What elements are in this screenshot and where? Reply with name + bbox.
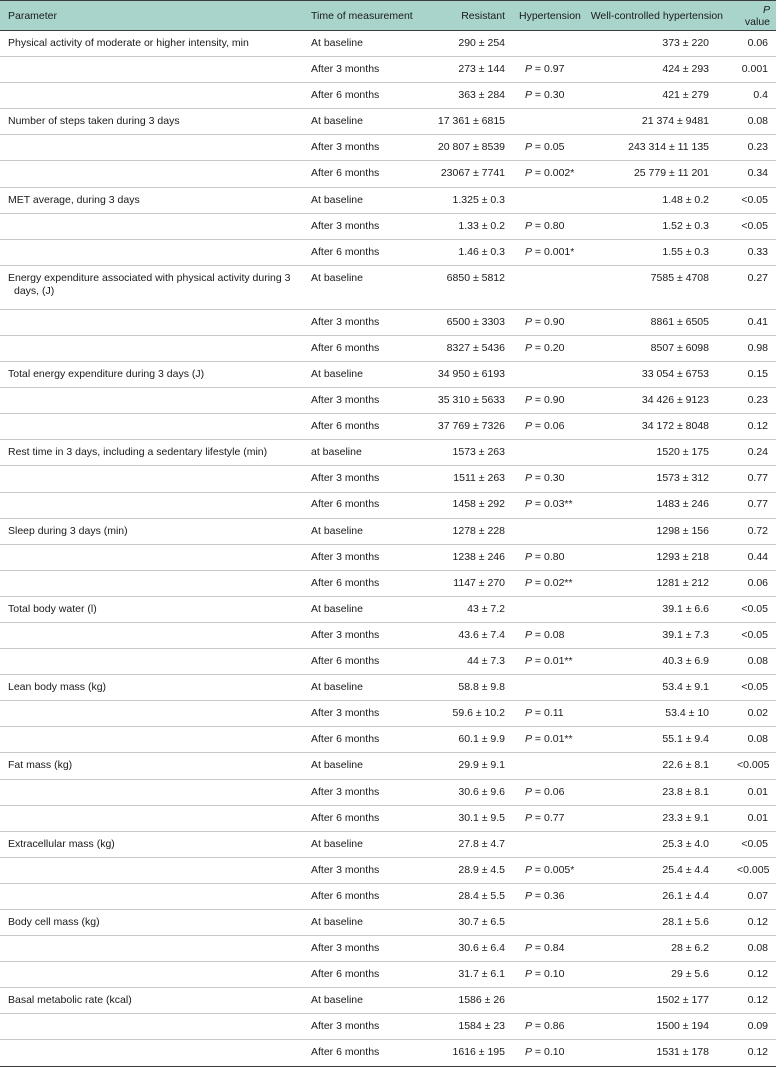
parameter-cell: Sleep during 3 days (min) <box>0 518 303 544</box>
table-row <box>0 649 776 675</box>
table-row <box>0 544 776 570</box>
well-controlled-cell: 1502 ± 177 <box>579 988 729 1014</box>
hypertension-cell <box>511 362 579 388</box>
pvalue-cell: 0.12 <box>729 962 776 988</box>
hypertension-cell <box>511 109 579 135</box>
resistant-cell: 6500 ± 3303 <box>423 309 511 335</box>
time-cell: After 3 months <box>303 57 423 83</box>
table-row <box>0 213 776 239</box>
table-row <box>0 962 776 988</box>
pvalue-cell: 0.01 <box>729 779 776 805</box>
pvalue-cell: <0.05 <box>729 213 776 239</box>
parameter-cell <box>0 544 303 570</box>
table-row <box>0 388 776 414</box>
table-row <box>0 309 776 335</box>
pvalue-cell: 0.09 <box>729 1014 776 1040</box>
well-controlled-cell: 1531 ± 178 <box>579 1040 729 1066</box>
resistant-cell: 34 950 ± 6193 <box>423 362 511 388</box>
table-row <box>0 161 776 187</box>
well-controlled-cell: 1281 ± 212 <box>579 570 729 596</box>
time-cell: At baseline <box>303 596 423 622</box>
time-cell: After 6 months <box>303 962 423 988</box>
time-cell: At baseline <box>303 362 423 388</box>
table-row <box>0 440 776 466</box>
time-cell: After 6 months <box>303 805 423 831</box>
resistant-cell: 44 ± 7.3 <box>423 649 511 675</box>
hypertension-cell: P = 0.005* <box>511 857 579 883</box>
table-row <box>0 988 776 1014</box>
pvalue-cell: 0.23 <box>729 388 776 414</box>
pvalue-cell: 0.77 <box>729 466 776 492</box>
resistant-cell: 30.6 ± 9.6 <box>423 779 511 805</box>
hypertension-cell <box>511 265 579 309</box>
resistant-cell: 1278 ± 228 <box>423 518 511 544</box>
parameter-cell: Fat mass (kg) <box>0 753 303 779</box>
pvalue-cell: 0.23 <box>729 135 776 161</box>
resistant-cell: 8327 ± 5436 <box>423 335 511 361</box>
parameter-cell <box>0 1014 303 1040</box>
well-controlled-cell: 1573 ± 312 <box>579 466 729 492</box>
time-cell: After 3 months <box>303 622 423 648</box>
well-controlled-cell: 7585 ± 4708 <box>579 265 729 309</box>
hypertension-cell: P = 0.80 <box>511 213 579 239</box>
well-controlled-cell: 55.1 ± 9.4 <box>579 727 729 753</box>
time-cell: at baseline <box>303 440 423 466</box>
parameter-cell <box>0 239 303 265</box>
well-controlled-cell: 1.52 ± 0.3 <box>579 213 729 239</box>
time-cell: After 6 months <box>303 83 423 109</box>
parameter-cell <box>0 622 303 648</box>
time-cell: After 3 months <box>303 779 423 805</box>
header-row <box>0 1 776 31</box>
well-controlled-cell: 53.4 ± 10 <box>579 701 729 727</box>
header-pvalue-rest: value <box>744 15 770 28</box>
resistant-cell: 290 ± 254 <box>423 31 511 57</box>
table-row <box>0 779 776 805</box>
hypertension-cell: P = 0.97 <box>511 57 579 83</box>
well-controlled-cell: 373 ± 220 <box>579 31 729 57</box>
hypertension-cell: P = 0.06 <box>511 779 579 805</box>
table-row <box>0 239 776 265</box>
table-row <box>0 31 776 57</box>
hypertension-cell: P = 0.90 <box>511 388 579 414</box>
time-cell: After 6 months <box>303 727 423 753</box>
well-controlled-cell: 34 172 ± 8048 <box>579 414 729 440</box>
resistant-cell: 58.8 ± 9.8 <box>423 675 511 701</box>
parameter-cell <box>0 649 303 675</box>
time-cell: After 6 months <box>303 161 423 187</box>
parameter-cell <box>0 779 303 805</box>
well-controlled-cell: 1293 ± 218 <box>579 544 729 570</box>
parameter-cell <box>0 335 303 361</box>
table-row <box>0 753 776 779</box>
header-pvalue <box>729 1 776 31</box>
well-controlled-cell: 8507 ± 6098 <box>579 335 729 361</box>
table-row <box>0 492 776 518</box>
pvalue-cell: 0.27 <box>729 265 776 309</box>
resistant-cell: 31.7 ± 6.1 <box>423 962 511 988</box>
pvalue-cell: 0.12 <box>729 910 776 936</box>
hypertension-cell <box>511 440 579 466</box>
hypertension-cell: P = 0.84 <box>511 936 579 962</box>
time-cell: At baseline <box>303 988 423 1014</box>
well-controlled-cell: 1298 ± 156 <box>579 518 729 544</box>
table-row <box>0 518 776 544</box>
pvalue-cell: <0.05 <box>729 622 776 648</box>
parameter-cell: Total energy expenditure during 3 days (J) <box>0 362 303 388</box>
parameter-cell: Basal metabolic rate (kcal) <box>0 988 303 1014</box>
time-cell: After 6 months <box>303 1040 423 1066</box>
resistant-cell: 1238 ± 246 <box>423 544 511 570</box>
pvalue-cell: <0.005 <box>729 753 776 779</box>
pvalue-cell: <0.005 <box>729 857 776 883</box>
table-row <box>0 596 776 622</box>
well-controlled-cell: 28.1 ± 5.6 <box>579 910 729 936</box>
resistant-cell: 43 ± 7.2 <box>423 596 511 622</box>
parameter-cell: Total body water (l) <box>0 596 303 622</box>
time-cell: After 6 months <box>303 570 423 596</box>
table-row <box>0 265 776 309</box>
table-row <box>0 883 776 909</box>
parameter-cell <box>0 570 303 596</box>
table-row <box>0 831 776 857</box>
hypertension-cell: P = 0.80 <box>511 544 579 570</box>
time-cell: After 3 months <box>303 544 423 570</box>
parameter-cell <box>0 936 303 962</box>
parameter-cell: Number of steps taken during 3 days <box>0 109 303 135</box>
parameter-cell <box>0 213 303 239</box>
time-cell: At baseline <box>303 831 423 857</box>
time-cell: At baseline <box>303 910 423 936</box>
parameter-cell <box>0 388 303 414</box>
table-header <box>0 1 776 31</box>
hypertension-cell: P = 0.90 <box>511 309 579 335</box>
well-controlled-cell: 8861 ± 6505 <box>579 309 729 335</box>
header-well-controlled: Well-controlled hypertension <box>579 1 729 31</box>
table-row <box>0 570 776 596</box>
hypertension-cell: P = 0.36 <box>511 883 579 909</box>
parameter-cell: Rest time in 3 days, including a sedentary lifestyle (min) <box>0 440 303 466</box>
hypertension-cell: P = 0.06 <box>511 414 579 440</box>
table-row <box>0 910 776 936</box>
parameter-cell <box>0 857 303 883</box>
pvalue-cell: 0.08 <box>729 936 776 962</box>
time-cell: After 3 months <box>303 388 423 414</box>
well-controlled-cell: 424 ± 293 <box>579 57 729 83</box>
well-controlled-cell: 1520 ± 175 <box>579 440 729 466</box>
resistant-cell: 37 769 ± 7326 <box>423 414 511 440</box>
pvalue-cell: 0.01 <box>729 805 776 831</box>
parameter-cell <box>0 805 303 831</box>
pvalue-cell: 0.72 <box>729 518 776 544</box>
pvalue-cell: 0.12 <box>729 1040 776 1066</box>
time-cell: After 3 months <box>303 213 423 239</box>
hypertension-cell <box>511 596 579 622</box>
pvalue-cell: 0.08 <box>729 109 776 135</box>
time-cell: After 3 months <box>303 936 423 962</box>
table-body <box>0 31 776 1067</box>
table-row <box>0 414 776 440</box>
table-row <box>0 83 776 109</box>
parameter-cell: Energy expenditure associated with physical activity during 3 days, (J) <box>0 265 303 309</box>
resistant-cell: 1573 ± 263 <box>423 440 511 466</box>
parameter-cell <box>0 135 303 161</box>
hypertension-cell: P = 0.77 <box>511 805 579 831</box>
pvalue-cell: <0.05 <box>729 187 776 213</box>
well-controlled-cell: 25.3 ± 4.0 <box>579 831 729 857</box>
well-controlled-cell: 421 ± 279 <box>579 83 729 109</box>
table-row <box>0 135 776 161</box>
pvalue-cell: 0.08 <box>729 649 776 675</box>
table-row <box>0 701 776 727</box>
table-row <box>0 857 776 883</box>
resistant-cell: 363 ± 284 <box>423 83 511 109</box>
parameter-cell <box>0 962 303 988</box>
parameter-cell <box>0 701 303 727</box>
resistant-cell: 1586 ± 26 <box>423 988 511 1014</box>
well-controlled-cell: 40.3 ± 6.9 <box>579 649 729 675</box>
time-cell: After 6 months <box>303 883 423 909</box>
header-time: Time of measurement <box>303 1 423 31</box>
table-row <box>0 727 776 753</box>
time-cell: After 6 months <box>303 414 423 440</box>
resistant-cell: 30.7 ± 6.5 <box>423 910 511 936</box>
time-cell: After 3 months <box>303 701 423 727</box>
parameter-cell: Extracellular mass (kg) <box>0 831 303 857</box>
time-cell: At baseline <box>303 187 423 213</box>
hypertension-cell: P = 0.20 <box>511 335 579 361</box>
well-controlled-cell: 53.4 ± 9.1 <box>579 675 729 701</box>
header-resistant: Resistant <box>423 1 511 31</box>
hypertension-cell: P = 0.01** <box>511 649 579 675</box>
header-parameter: Parameter <box>0 1 303 31</box>
pvalue-cell: 0.001 <box>729 57 776 83</box>
parameter-cell: MET average, during 3 days <box>0 187 303 213</box>
well-controlled-cell: 21 374 ± 9481 <box>579 109 729 135</box>
table-row <box>0 57 776 83</box>
well-controlled-cell: 243 314 ± 11 135 <box>579 135 729 161</box>
time-cell: After 6 months <box>303 492 423 518</box>
resistant-cell: 1616 ± 195 <box>423 1040 511 1066</box>
parameter-cell <box>0 161 303 187</box>
well-controlled-cell: 39.1 ± 6.6 <box>579 596 729 622</box>
hypertension-cell: P = 0.03** <box>511 492 579 518</box>
table-row <box>0 936 776 962</box>
resistant-cell: 59.6 ± 10.2 <box>423 701 511 727</box>
well-controlled-cell: 23.3 ± 9.1 <box>579 805 729 831</box>
parameter-cell: Body cell mass (kg) <box>0 910 303 936</box>
time-cell: At baseline <box>303 265 423 309</box>
hypertension-cell: P = 0.11 <box>511 701 579 727</box>
table-row <box>0 622 776 648</box>
pvalue-cell: 0.34 <box>729 161 776 187</box>
pvalue-cell: <0.05 <box>729 596 776 622</box>
pvalue-cell: 0.06 <box>729 570 776 596</box>
time-cell: At baseline <box>303 109 423 135</box>
well-controlled-cell: 22.6 ± 8.1 <box>579 753 729 779</box>
time-cell: After 6 months <box>303 335 423 361</box>
hypertension-cell <box>511 187 579 213</box>
time-cell: After 3 months <box>303 466 423 492</box>
resistant-cell: 28.9 ± 4.5 <box>423 857 511 883</box>
pvalue-cell: 0.02 <box>729 701 776 727</box>
parameter-cell: Physical activity of moderate or higher intensity, min <box>0 31 303 57</box>
hypertension-cell <box>511 753 579 779</box>
time-cell: After 3 months <box>303 857 423 883</box>
resistant-cell: 1584 ± 23 <box>423 1014 511 1040</box>
time-cell: At baseline <box>303 753 423 779</box>
resistant-cell: 17 361 ± 6815 <box>423 109 511 135</box>
resistant-cell: 28.4 ± 5.5 <box>423 883 511 909</box>
hypertension-cell: P = 0.86 <box>511 1014 579 1040</box>
resistant-cell: 43.6 ± 7.4 <box>423 622 511 648</box>
time-cell: After 3 months <box>303 1014 423 1040</box>
pvalue-cell: 0.06 <box>729 31 776 57</box>
well-controlled-cell: 1.55 ± 0.3 <box>579 239 729 265</box>
parameter-cell <box>0 727 303 753</box>
header-pvalue-p: P <box>762 3 770 16</box>
time-cell: After 3 months <box>303 135 423 161</box>
resistant-cell: 23067 ± 7741 <box>423 161 511 187</box>
hypertension-cell: P = 0.08 <box>511 622 579 648</box>
pvalue-cell: 0.07 <box>729 883 776 909</box>
hypertension-cell <box>511 675 579 701</box>
well-controlled-cell: 1483 ± 246 <box>579 492 729 518</box>
pvalue-cell: 0.12 <box>729 414 776 440</box>
well-controlled-cell: 28 ± 6.2 <box>579 936 729 962</box>
table-row <box>0 1014 776 1040</box>
time-cell: At baseline <box>303 31 423 57</box>
hypertension-cell: P = 0.001* <box>511 239 579 265</box>
parameter-cell <box>0 466 303 492</box>
well-controlled-cell: 29 ± 5.6 <box>579 962 729 988</box>
parameter-cell <box>0 492 303 518</box>
hypertension-cell: P = 0.30 <box>511 83 579 109</box>
table-row <box>0 466 776 492</box>
hypertension-cell: P = 0.01** <box>511 727 579 753</box>
parameter-cell <box>0 883 303 909</box>
resistant-cell: 6850 ± 5812 <box>423 265 511 309</box>
pvalue-cell: 0.24 <box>729 440 776 466</box>
well-controlled-cell: 34 426 ± 9123 <box>579 388 729 414</box>
resistant-cell: 1511 ± 263 <box>423 466 511 492</box>
resistant-cell: 1.33 ± 0.2 <box>423 213 511 239</box>
parameter-cell <box>0 309 303 335</box>
pvalue-cell: 0.08 <box>729 727 776 753</box>
header-hypertension: Hypertension <box>511 1 579 31</box>
pvalue-cell: 0.12 <box>729 988 776 1014</box>
time-cell: After 6 months <box>303 649 423 675</box>
table-row <box>0 805 776 831</box>
resistant-cell: 20 807 ± 8539 <box>423 135 511 161</box>
hypertension-cell <box>511 31 579 57</box>
well-controlled-cell: 23.8 ± 8.1 <box>579 779 729 805</box>
hypertension-cell: P = 0.05 <box>511 135 579 161</box>
pvalue-cell: 0.15 <box>729 362 776 388</box>
time-cell: At baseline <box>303 518 423 544</box>
resistant-cell: 1147 ± 270 <box>423 570 511 596</box>
table-row <box>0 109 776 135</box>
table-row <box>0 187 776 213</box>
well-controlled-cell: 1.48 ± 0.2 <box>579 187 729 213</box>
parameter-cell <box>0 414 303 440</box>
pvalue-cell: 0.98 <box>729 335 776 361</box>
pvalue-cell: 0.41 <box>729 309 776 335</box>
pvalue-cell: 0.77 <box>729 492 776 518</box>
resistant-cell: 1.46 ± 0.3 <box>423 239 511 265</box>
resistant-cell: 60.1 ± 9.9 <box>423 727 511 753</box>
hypertension-cell <box>511 910 579 936</box>
hypertension-cell <box>511 988 579 1014</box>
parameter-cell <box>0 83 303 109</box>
hypertension-cell: P = 0.10 <box>511 1040 579 1066</box>
pvalue-cell: <0.05 <box>729 831 776 857</box>
hypertension-cell <box>511 518 579 544</box>
table-row <box>0 1040 776 1066</box>
well-controlled-cell: 26.1 ± 4.4 <box>579 883 729 909</box>
well-controlled-cell: 39.1 ± 7.3 <box>579 622 729 648</box>
time-cell: At baseline <box>303 675 423 701</box>
time-cell: After 3 months <box>303 309 423 335</box>
resistant-cell: 1.325 ± 0.3 <box>423 187 511 213</box>
well-controlled-cell: 25.4 ± 4.4 <box>579 857 729 883</box>
resistant-cell: 29.9 ± 9.1 <box>423 753 511 779</box>
table-row <box>0 335 776 361</box>
resistant-cell: 1458 ± 292 <box>423 492 511 518</box>
hypertension-cell: P = 0.10 <box>511 962 579 988</box>
hypertension-cell: P = 0.30 <box>511 466 579 492</box>
well-controlled-cell: 1500 ± 194 <box>579 1014 729 1040</box>
resistant-cell: 27.8 ± 4.7 <box>423 831 511 857</box>
resistant-cell: 273 ± 144 <box>423 57 511 83</box>
pvalue-cell: 0.4 <box>729 83 776 109</box>
table-row <box>0 675 776 701</box>
resistant-cell: 30.1 ± 9.5 <box>423 805 511 831</box>
well-controlled-cell: 33 054 ± 6753 <box>579 362 729 388</box>
pvalue-cell: <0.05 <box>729 675 776 701</box>
time-cell: After 6 months <box>303 239 423 265</box>
parameter-cell <box>0 1040 303 1066</box>
parameter-cell: Lean body mass (kg) <box>0 675 303 701</box>
hypertension-cell: P = 0.02** <box>511 570 579 596</box>
well-controlled-cell: 25 779 ± 11 201 <box>579 161 729 187</box>
parameter-cell <box>0 57 303 83</box>
resistant-cell: 30.6 ± 6.4 <box>423 936 511 962</box>
hypertension-cell <box>511 831 579 857</box>
table-row <box>0 362 776 388</box>
hypertension-cell: P = 0.002* <box>511 161 579 187</box>
pvalue-cell: 0.33 <box>729 239 776 265</box>
resistant-cell: 35 310 ± 5633 <box>423 388 511 414</box>
pvalue-cell: 0.44 <box>729 544 776 570</box>
